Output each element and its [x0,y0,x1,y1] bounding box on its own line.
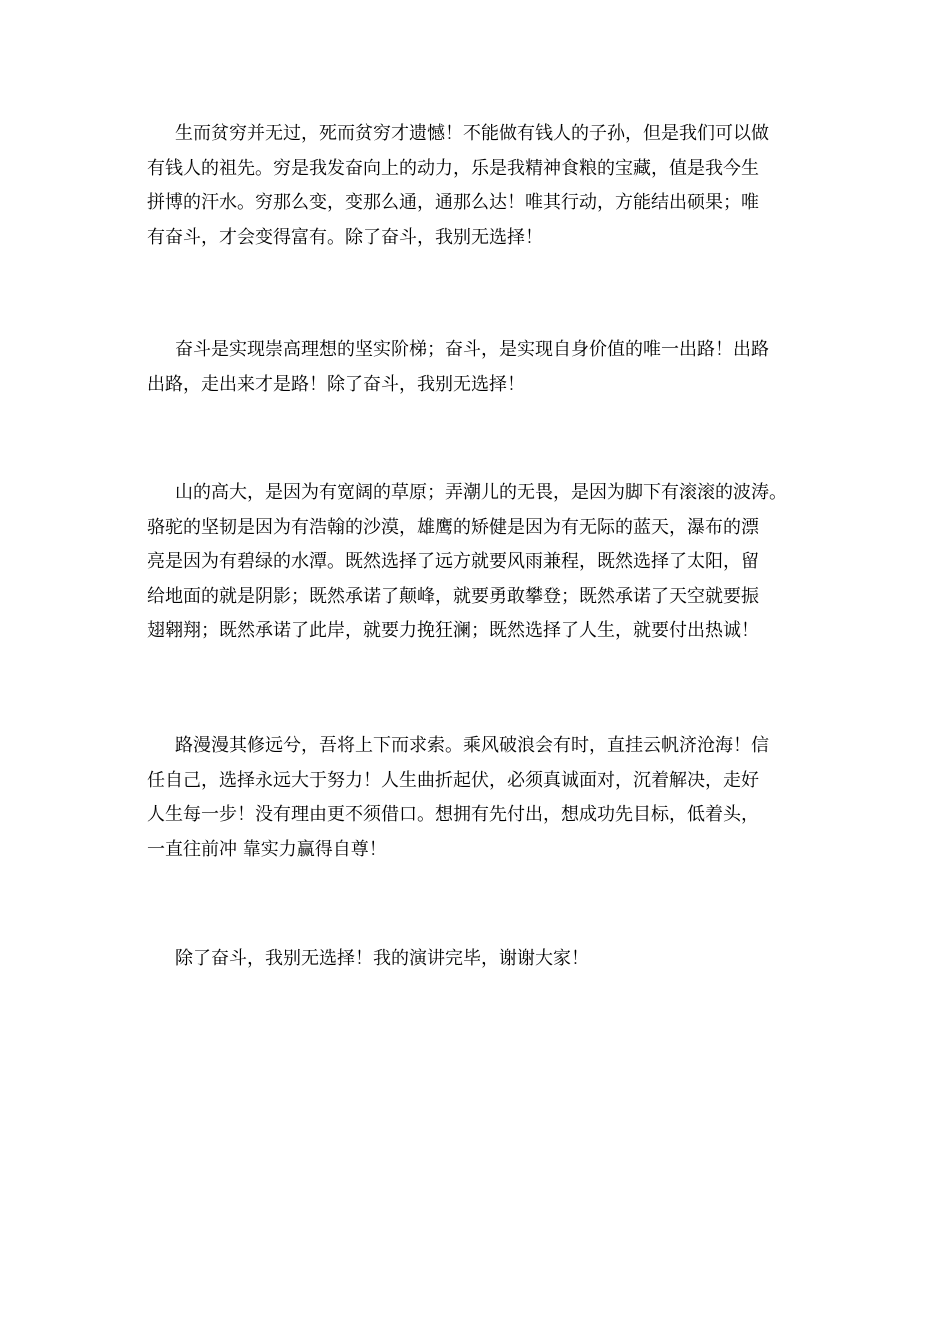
paragraph-line: 给地面的就是阴影；既然承诺了颠峰，就要勇敢攀登；既然承诺了天空就要振 [147,585,759,607]
paragraph-line: 生而贫穷并无过，死而贫穷才遗憾！不能做有钱人的子孙，但是我们可以做 [175,123,769,144]
paragraph-line: 出路，走出来才是路！除了奋斗，我别无选择！ [147,373,525,395]
paragraph-5 [147,942,589,977]
paragraph-line: 一直往前冲 靠实力赢得自尊！ [147,838,387,860]
paragraph-line: 除了奋斗，我别无选择！我的演讲完毕，谢谢大家！ [175,948,589,969]
paragraph-line: 人生每一步！没有理由更不须借口。想拥有先付出，想成功先目标，低着头， [147,804,759,825]
paragraph-line: 翅翱翔；既然承诺了此岸，就要力挽狂澜；既然选择了人生，就要付出热诚！ [147,620,759,641]
paragraph-line: 有奋斗，才会变得富有。除了奋斗，我别无选择！ [147,226,543,248]
paragraph-line: 路漫漫其修远兮，吾将上下而求索。乘风破浪会有时，直挂云帆济沧海！信 [175,735,769,756]
paragraph-1 [147,117,769,255]
paragraph-line: 骆驼的坚韧是因为有浩翰的沙漠，雄鹰的矫健是因为有无际的蓝天，瀑布的漂 [147,516,759,538]
paragraph-line: 山的高大，是因为有宽阔的草原；弄潮儿的无畏，是因为脚下有滚滚的波涛。 [175,482,787,503]
paragraph-line: 拼博的汗水。穷那么变，变那么通，通那么达！唯其行动，方能结出硕果；唯 [147,192,759,213]
paragraph-line: 奋斗是实现崇高理想的坚实阶梯；奋斗，是实现自身价值的唯一出路！出路 [175,339,769,360]
paragraph-2 [147,333,769,402]
paragraph-line: 任自己，选择永远大于努力！人生曲折起伏，必须真诚面对，沉着解决，走好 [147,769,759,791]
paragraph-line: 亮是因为有碧绿的水潭。既然选择了远方就要风雨兼程，既然选择了太阳，留 [147,551,759,572]
paragraph-3 [147,476,787,649]
paragraph-4 [147,729,769,867]
paragraph-line: 有钱人的祖先。穷是我发奋向上的动力，乐是我精神食粮的宝藏，值是我今生 [147,157,759,179]
